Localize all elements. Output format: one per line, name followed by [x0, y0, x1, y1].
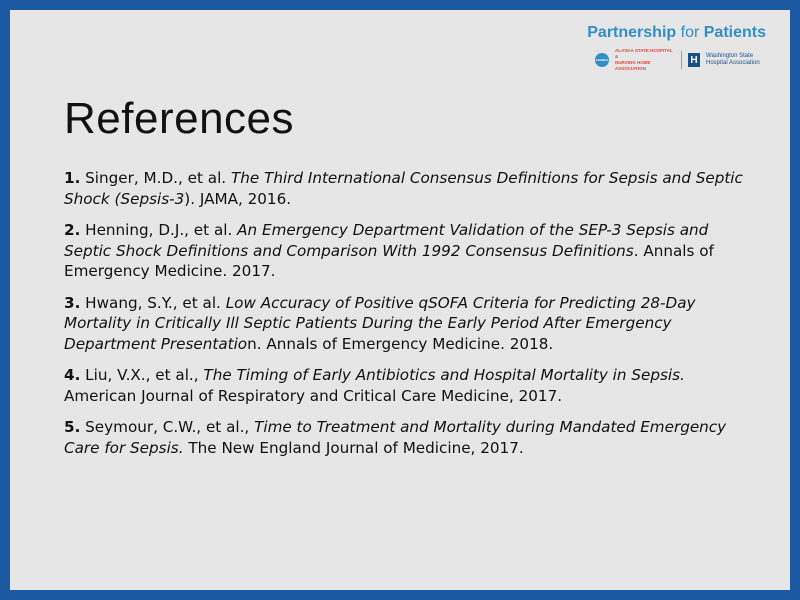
logo-title-main: Partnership — [587, 24, 677, 41]
reference-source: n. Annals of Emergency Medicine. 2018. — [247, 334, 554, 353]
logo-title-for: for — [680, 24, 700, 41]
reference-source: . Annals of Emergency Medicine. 2017. — [64, 241, 714, 280]
logo-title — [587, 24, 766, 42]
partnership-logo — [566, 24, 766, 80]
reference-title: Time to Treatment and Mortality during Mandated Emergency Care for Sepsis. — [64, 418, 727, 457]
reference-title: An Emergency Department Validation of the SEP-3 Sepsis and Septic Shock Definitions and Comparison With 1992 Consensus Definitions — [64, 221, 709, 260]
reference-authors: Singer, M.D., et al. — [80, 169, 231, 187]
reference-item — [64, 168, 754, 209]
reference-number: 5. — [64, 418, 81, 436]
logo-partners — [595, 48, 766, 72]
reference-title: Low Accuracy of Positive qSOFA Criteria for Predicting 28-Day Mortality in Critically Ill Septic Patients During the Early Period After Emergency Department Presentatio — [64, 293, 696, 353]
alaska-association-text — [615, 48, 675, 72]
reference-title: The Timing of Early Antibiotics and Hospital Mortality in Sepsis. — [203, 366, 685, 384]
wsha-h-icon: H — [688, 53, 700, 67]
reference-number: 3. — [64, 293, 81, 312]
wsha-line-1: Washington State — [706, 53, 754, 59]
reference-title: The Third International Consensus Definitions for Sepsis and Septic Shock (Sepsis-3 — [64, 169, 743, 208]
reference-item — [64, 365, 754, 406]
reference-source: ). JAMA, 2016. — [184, 189, 292, 208]
reference-source: American Journal of Respiratory and Critical Care Medicine, 2017. — [64, 386, 563, 405]
logo-divider — [681, 51, 682, 69]
logo-title-end: Patients — [703, 24, 766, 41]
reference-item — [64, 417, 754, 458]
reference-number: 1. — [64, 169, 81, 187]
reference-number: 2. — [64, 221, 81, 239]
reference-item — [64, 220, 754, 282]
wsha-association-text — [706, 53, 766, 67]
reference-source: The New England Journal of Medicine, 2017. — [183, 438, 524, 457]
slide-title: References — [64, 94, 295, 143]
reference-authors: Hwang, S.Y., et al. — [80, 293, 226, 312]
reference-number: 4. — [64, 366, 81, 384]
reference-list — [64, 168, 754, 469]
wsha-line-2: Hospital Association — [706, 60, 760, 66]
reference-authors: Seymour, C.W., et al., — [80, 418, 255, 436]
alaska-line-2: NURSING HOME ASSOCIATION — [615, 60, 651, 71]
reference-authors: Henning, D.J., et al. — [80, 221, 238, 239]
alaska-seal-icon: ASHNHA — [595, 53, 609, 67]
alaska-line-1: ALASKA STATE HOSPITAL & — [615, 48, 673, 59]
reference-authors: Liu, V.X., et al., — [80, 366, 204, 384]
reference-item — [64, 293, 754, 355]
